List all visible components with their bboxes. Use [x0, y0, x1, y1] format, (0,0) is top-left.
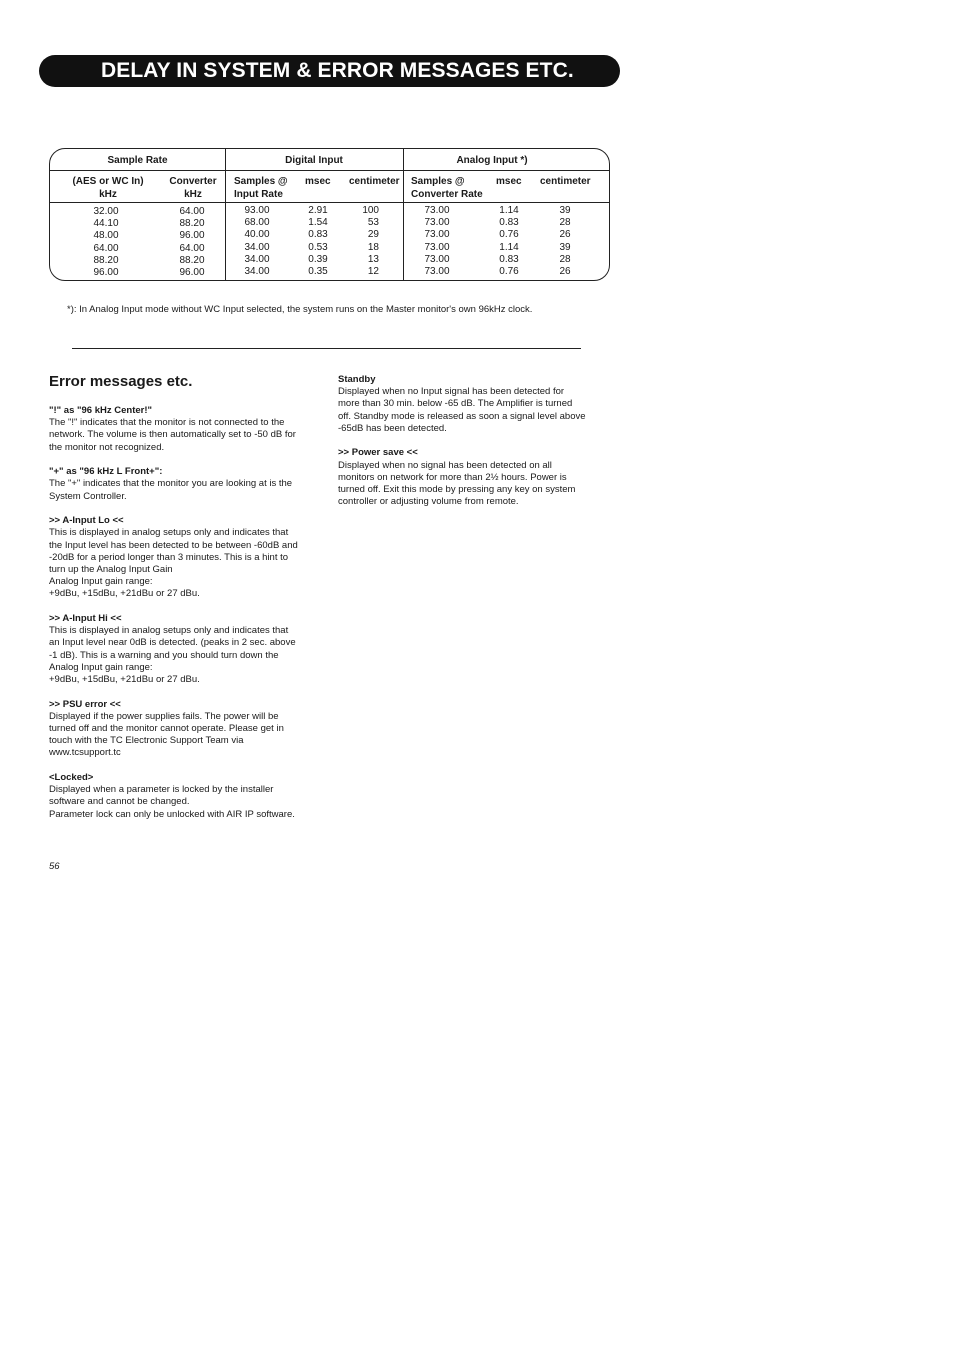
subheader-digital-samples-line1: Samples @	[234, 176, 288, 187]
column-digital-samples: 93.00 68.00 40.00 34.00 34.00 34.00	[244, 205, 270, 278]
subheader-aes-line2: kHz	[99, 189, 117, 200]
subheader-converter-line2: kHz	[184, 189, 202, 200]
subheader-analog-samples-line1: Samples @	[411, 176, 465, 187]
subheader-analog-cm: centimeter	[540, 176, 591, 187]
message-entry	[49, 699, 324, 760]
divider-rule	[72, 348, 581, 349]
table-divider	[50, 170, 609, 171]
message-heading: "!" as "96 kHz Center!"	[49, 405, 153, 416]
right-text-column	[338, 374, 613, 521]
page-number: 56	[49, 861, 60, 872]
subheader-digital-samples	[234, 175, 288, 201]
table-divider	[225, 149, 226, 280]
subheader-aes	[64, 175, 152, 201]
subheader-digital-cm: centimeter	[349, 176, 400, 187]
header-analog-input: Analog Input *)	[456, 155, 528, 166]
message-body: This is displayed in analog setups only and indicates that the Input level has been detected to be between -60dB and -20dB for a period longer than 3 minutes. This is a hint to turn up the Analog Input Gain Analog Input gain range: +9dBu, +15dBu, +21dBu or 27 dBu.	[49, 527, 298, 600]
message-entry	[49, 515, 324, 600]
message-heading: >> A-Input Hi <<	[49, 613, 122, 625]
header-digital-input: Digital Input	[285, 155, 343, 166]
subheader-analog-samples-line2: Converter Rate	[411, 189, 483, 200]
message-entry	[338, 374, 613, 435]
left-text-column	[49, 405, 324, 833]
message-heading: "+" as "96 kHz L Front+":	[49, 466, 163, 478]
section-title: Error messages etc.	[49, 373, 193, 390]
message-heading: <Locked>	[49, 772, 94, 784]
page-title: DELAY IN SYSTEM & ERROR MESSAGES ETC.	[101, 59, 574, 82]
message-entry	[49, 405, 324, 454]
column-digital-msec: 2.91 1.54 0.83 0.53 0.39 0.35	[308, 205, 328, 278]
subheader-digital-msec: msec	[305, 176, 331, 187]
subheader-analog-samples	[411, 175, 483, 201]
column-digital-cm: 100 53 29 18 13 12	[362, 205, 379, 278]
subheader-analog-msec: msec	[496, 176, 522, 187]
message-body: Displayed when a parameter is locked by the installer software and cannot be changed. Parameter lock can only be unlocked with AIR IP software.	[49, 784, 295, 820]
page-title-bar	[39, 55, 620, 87]
subheader-aes-line1: (AES or WC In)	[72, 176, 144, 187]
delay-table	[49, 148, 610, 281]
subheader-converter	[162, 175, 224, 201]
column-converter-khz: 64.00 88.20 96.00 64.00 88.20 96.00	[179, 206, 205, 279]
message-entry	[49, 772, 324, 821]
header-sample-rate: Sample Rate	[107, 155, 168, 166]
message-body: Displayed when no signal has been detected on all monitors on network for more than 2½ hours. Power is turned off. Exit this mode by pressing any key on system controller or adjusting volume from remote.	[338, 459, 576, 508]
message-entry	[338, 447, 613, 508]
message-body: The "+" indicates that the monitor you are looking at is the System Controller.	[49, 478, 293, 502]
footnote: *): In Analog Input mode without WC Input selected, the system runs on the Master monitor's own 96kHz clock.	[67, 304, 533, 315]
column-analog-msec: 1.14 0.83 0.76 1.14 0.83 0.76	[499, 205, 519, 278]
column-analog-samples: 73.00 73.00 73.00 73.00 73.00 73.00	[424, 205, 450, 278]
message-heading: Standby	[338, 374, 376, 385]
message-body: Displayed if the power supplies fails. The power will be turned off and the monitor cannot operate. Please get in touch with the TC Electronic Support Team via www.tcsupport.tc	[49, 710, 284, 759]
message-entry	[49, 613, 324, 686]
table-divider	[50, 202, 609, 203]
message-body: The "!" indicates that the monitor is not connected to the network. The volume is then automatically set to -50 dB for the monitor not recognized.	[49, 417, 296, 453]
subheader-converter-line1: Converter	[169, 176, 217, 187]
message-entry	[49, 466, 324, 503]
message-body: Displayed when no Input signal has been detected for more than 30 min. below -65 dB. The Amplifier is turned off. Standby mode is released as soon a signal level above -65dB has been detected.	[338, 386, 586, 434]
message-heading: >> PSU error <<	[49, 698, 121, 710]
column-analog-cm: 39 28 26 39 28 26	[559, 205, 571, 278]
subheader-digital-samples-line2: Input Rate	[234, 189, 283, 200]
message-heading: >> Power save <<	[338, 447, 418, 459]
table-divider	[403, 149, 404, 280]
message-body: This is displayed in analog setups only and indicates that an Input level near 0dB is detected. (peaks in 2 sec. above -1 dB). This is a warning and you should turn down the Analog Input gain range: +9dBu, +15dBu, +21dBu or 27 dBu.	[49, 625, 296, 686]
column-aes-khz: 32.00 44.10 48.00 64.00 88.20 96.00	[93, 206, 119, 279]
message-heading: >> A-Input Lo <<	[49, 515, 124, 527]
